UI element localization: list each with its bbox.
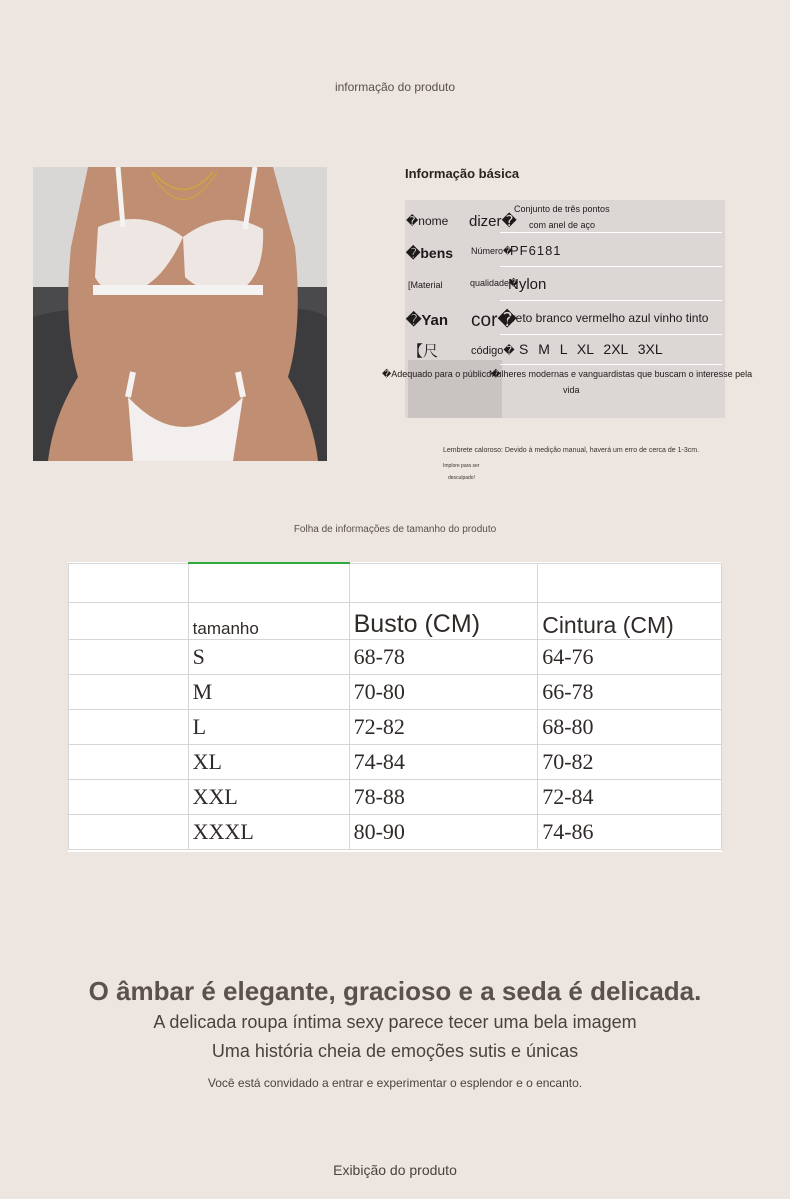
reminder-text-2: Implore para ser	[443, 463, 480, 469]
info-label-goods-2: Número�	[471, 246, 513, 256]
cell-size: S	[188, 640, 349, 675]
info-value-name-1: Conjunto de três pontos	[514, 204, 610, 214]
info-value-material: Nylon	[508, 276, 547, 293]
table-row	[69, 745, 722, 780]
tagline-line-4: Você está convidado a entrar e experimentar o esplendor e o encanto.	[207, 1076, 583, 1090]
product-photo	[33, 167, 327, 461]
reminder-text-3: desculpado!	[448, 475, 475, 481]
info-value-name-2: com anel de aço	[529, 220, 596, 230]
header-waist: Cintura (CM)	[542, 612, 674, 638]
info-value-audience-2: vida	[563, 385, 580, 395]
cell-waist: 74-86	[538, 815, 722, 850]
tagline-line-2: A delicada roupa íntima sexy parece tecer uma bela imagem	[153, 1012, 637, 1032]
cell-bust: 78-88	[349, 780, 538, 815]
header-size: tamanho	[192, 619, 259, 638]
cell-waist: 72-84	[538, 780, 722, 815]
info-label-material-2: qualidade�	[470, 278, 519, 288]
info-value-color: preto branco vermelho azul vinho tinto	[505, 311, 709, 325]
row-divider	[500, 232, 722, 233]
basic-info-title: Informação básica	[405, 166, 520, 181]
table-row	[69, 780, 722, 815]
row-divider	[500, 266, 722, 267]
info-value-audience-1: Mulheres modernas e vanguardistas que buscam o interesse pela	[489, 369, 753, 379]
cell-bust: 80-90	[349, 815, 538, 850]
info-label-name-2: dizer�	[469, 213, 517, 230]
info-label-name: �nome	[406, 214, 449, 228]
cell-waist: 68-80	[538, 710, 722, 745]
section-title-product-info: informação do produto	[334, 80, 456, 94]
section-title-size-sheet: Folha de informações de tamanho do produto	[293, 524, 497, 535]
tagline-line-3: Uma história cheia de emoções sutis e únicas	[211, 1041, 579, 1061]
size-table	[68, 562, 722, 852]
info-label-audience: �Adequado para o público�	[382, 369, 501, 379]
table-header-row	[69, 603, 722, 640]
info-value-goods: PF6181	[510, 243, 562, 258]
cell-waist: 64-76	[538, 640, 722, 675]
cell-bust: 68-78	[349, 640, 538, 675]
info-label-size-2: código�	[471, 345, 515, 357]
cell-waist: 66-78	[538, 675, 722, 710]
cell-bust: 70-80	[349, 675, 538, 710]
reminder-text: Lembrete caloroso: Devido à medição manual, haverá um erro de cerca de 1-3cm.	[443, 447, 700, 454]
cell-waist: 70-82	[538, 745, 722, 780]
info-label-color-2: cor�	[471, 310, 517, 331]
table-row	[69, 815, 722, 850]
row-divider	[500, 364, 722, 365]
header-bust: Busto (CM)	[353, 610, 481, 638]
row-divider	[500, 300, 722, 301]
cell-size: L	[188, 710, 349, 745]
cell-bust: 74-84	[349, 745, 538, 780]
cell-size: XL	[188, 745, 349, 780]
table-spacer-row	[69, 563, 722, 603]
table-row	[69, 710, 722, 745]
cell-bust: 72-82	[349, 710, 538, 745]
table-row	[69, 640, 722, 675]
info-label-color: �Yan	[406, 312, 449, 329]
table-row	[69, 675, 722, 710]
tagline-headline: O âmbar é elegante, gracioso e a seda é delicada.	[88, 976, 702, 1006]
info-label-goods: �bens	[406, 245, 454, 261]
cell-size: M	[188, 675, 349, 710]
info-label-material: [Material	[408, 280, 443, 290]
info-label-size: 【尺	[408, 343, 439, 360]
row-divider	[500, 334, 722, 335]
info-value-size: S M L XL 2XL 3XL	[519, 341, 663, 357]
cell-size: XXL	[188, 780, 349, 815]
cell-size: XXXL	[188, 815, 349, 850]
section-title-product-display: Exibição do produto	[333, 1162, 457, 1178]
